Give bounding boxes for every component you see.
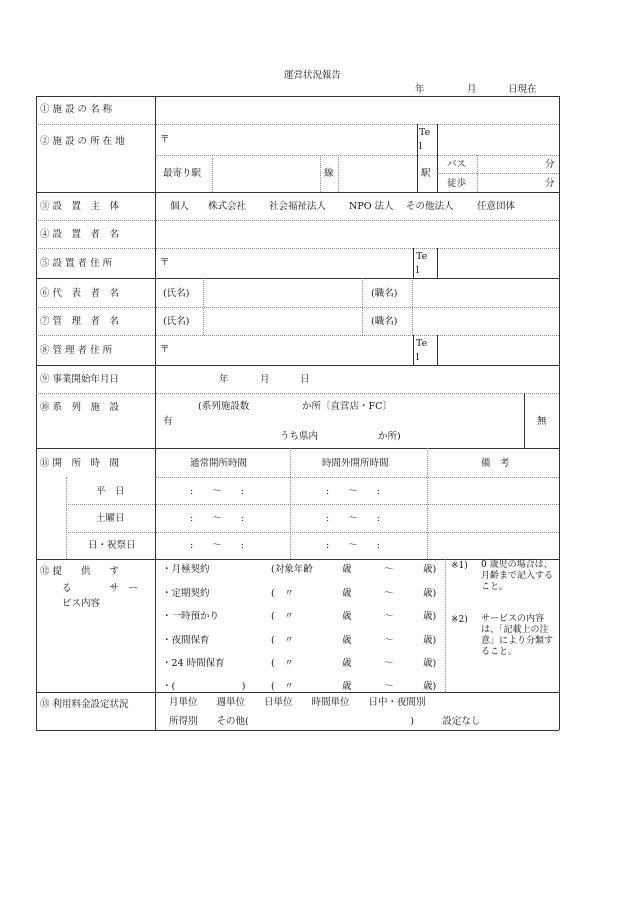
label-opening-hours: ⑪ 開 所 時 間	[40, 458, 120, 469]
day-saturday-label: 土曜日	[96, 513, 125, 524]
day-weekday-label: 平 日	[96, 486, 125, 497]
note1-mark: ※1)	[451, 561, 468, 571]
start-month-label: 月	[260, 374, 270, 385]
option-npo[interactable]: NPO 法人	[349, 201, 394, 212]
saturday-extra-time[interactable]: : 〜 :	[326, 513, 380, 524]
affiliate-count-label: (系列施設数	[198, 401, 250, 412]
facility-postal-mark: 〒	[160, 134, 170, 145]
service-age-open: ( 〃	[271, 588, 294, 599]
label-facility-name: ① 施 設 の 名 称	[40, 104, 113, 115]
label-representative: ⑥ 代 表 者 名	[40, 288, 120, 299]
label-services-2: る サ ー	[62, 583, 139, 594]
weekday-normal-time[interactable]: : 〜 :	[190, 486, 244, 497]
service-age1: 歳	[342, 681, 352, 692]
service-tilde: 〜	[384, 564, 394, 575]
affiliate-pref-label: うち県内	[280, 431, 319, 442]
option-other-corp[interactable]: その他法人	[406, 201, 454, 212]
option-social-welfare[interactable]: 社会福祉法人	[269, 201, 327, 212]
service-name: ・定期契約	[162, 588, 210, 599]
representative-name-label: (氏名)	[163, 288, 190, 299]
service-age2: 歳)	[423, 588, 437, 599]
affiliate-no-option[interactable]: 無	[537, 416, 547, 427]
label-start-date: ⑨ 事業開始年月日	[40, 374, 120, 385]
saturday-normal-time[interactable]: : 〜 :	[190, 513, 244, 524]
manager-tel-field[interactable]	[439, 337, 557, 363]
affiliate-units2-label: か所)	[378, 431, 401, 442]
establisher-tel-label: Te	[416, 251, 428, 262]
manager-tel-label: Te	[416, 338, 428, 349]
service-tilde: 〜	[384, 588, 394, 599]
establisher-postal-mark: 〒	[160, 257, 170, 268]
note2-mark: ※2)	[451, 615, 468, 625]
option-individual[interactable]: 個人	[170, 201, 190, 212]
representative-title-label: (職名)	[371, 288, 398, 299]
service-tilde: 〜	[384, 635, 394, 646]
service-age-open: ( 〃	[271, 635, 294, 646]
facility-address-field[interactable]	[172, 127, 412, 153]
service-age1: 歳	[342, 588, 352, 599]
service-name: ・( )	[162, 681, 246, 692]
start-day-label: 日	[300, 374, 310, 385]
fee-options-line1[interactable]: 月単位 週単位 日単位 時間単位 日中・夜間別	[169, 697, 426, 708]
service-tilde: 〜	[384, 611, 394, 622]
station-field[interactable]	[340, 157, 416, 191]
affiliate-units-label: か所〔直営店・FC〕	[302, 401, 392, 412]
line-label: 線	[324, 168, 334, 179]
service-name: ・夜間保育	[162, 635, 210, 646]
nearest-station-label: 最寄り駅	[163, 168, 202, 179]
header-normal-hours: 通常開所時間	[190, 458, 248, 469]
service-age2: 歳)	[423, 564, 437, 575]
date-day-now: 日現在	[508, 84, 537, 95]
label-manager-address: ⑧ 管 理 者 住 所	[40, 345, 113, 356]
document-title: 運営状況報告	[284, 70, 342, 81]
establisher-tel-label-l: l	[416, 265, 420, 276]
date-year: 年	[415, 84, 425, 95]
service-age-open: ( 〃	[271, 658, 294, 669]
service-age-open: ( 〃	[271, 611, 294, 622]
note1-text: 0 歳児の場合は、月齢まで記入すること。	[481, 560, 554, 592]
label-services-1: ⑫ 提 供 す	[40, 566, 120, 577]
manager-address-field[interactable]	[172, 337, 410, 363]
manager-tel-label-l: l	[416, 352, 420, 363]
weekday-extra-time[interactable]: : 〜 :	[326, 486, 380, 497]
label-facility-address: ② 施 設 の 所 在 地	[40, 136, 125, 147]
service-name: ・24 時間保育	[162, 658, 225, 669]
start-year-label: 年	[219, 374, 229, 385]
station-label: 駅	[421, 168, 431, 179]
fee-options-line2[interactable]: 所得別 その他( ) 設定なし	[169, 716, 481, 727]
affiliate-yes-option[interactable]: 有	[163, 416, 173, 427]
facility-tel-label: Te	[419, 127, 431, 138]
option-corporation[interactable]: 株式会社	[208, 201, 247, 212]
label-fee-setting: ⑬ 利用料金設定状況	[40, 699, 129, 710]
header-remarks: 備 考	[481, 458, 510, 469]
walk-minutes-label: 分	[545, 178, 555, 189]
service-age2: 歳)	[423, 681, 437, 692]
option-voluntary[interactable]: 任意団体	[477, 201, 516, 212]
manager-name-label: (氏名)	[163, 316, 190, 327]
service-age1: 歳	[342, 635, 352, 646]
service-age2: 歳)	[423, 658, 437, 669]
service-age-open: (対象年齢	[271, 564, 313, 575]
walk-label: 徒歩	[447, 178, 467, 189]
railway-line-field[interactable]	[214, 157, 318, 191]
manager-title-label: (職名)	[371, 316, 398, 327]
date-month: 月	[467, 84, 477, 95]
representative-title-field[interactable]	[414, 281, 557, 305]
service-tilde: 〜	[384, 681, 394, 692]
manager-title-field[interactable]	[414, 309, 557, 333]
service-name: ・一時預かり	[162, 611, 220, 622]
label-services-3: ビス内容	[62, 598, 101, 609]
bus-label: バス	[447, 159, 467, 170]
label-affiliates: ⑩ 系 列 施 設	[40, 402, 120, 413]
bus-minutes-field[interactable]	[479, 157, 541, 172]
manager-name-field[interactable]	[205, 309, 360, 333]
service-age-open: ( 〃	[271, 681, 294, 692]
facility-tel-field[interactable]	[439, 126, 557, 154]
label-establisher-name: ④ 設 置 者 名	[40, 229, 120, 240]
facility-name-field[interactable]	[157, 98, 557, 122]
label-manager: ⑦ 管 理 者 名	[40, 316, 120, 327]
service-age1: 歳	[342, 564, 352, 575]
manager-postal-mark: 〒	[160, 344, 170, 355]
bus-minutes-label: 分	[545, 159, 555, 170]
label-establishing-entity: ③ 設 置 主 体	[40, 201, 120, 212]
service-tilde: 〜	[384, 658, 394, 669]
service-age2: 歳)	[423, 611, 437, 622]
service-age1: 歳	[342, 658, 352, 669]
label-establisher-address: ⑤ 設 置 者 住 所	[40, 258, 113, 269]
service-name: ・月極契約	[162, 564, 210, 575]
service-age2: 歳)	[423, 635, 437, 646]
holiday-extra-time[interactable]: : 〜 :	[326, 540, 380, 551]
holiday-normal-time[interactable]: : 〜 :	[190, 540, 244, 551]
walk-minutes-field[interactable]	[479, 175, 541, 191]
facility-tel-label-l: l	[419, 141, 423, 152]
service-age1: 歳	[342, 611, 352, 622]
establisher-name-field[interactable]	[157, 222, 557, 246]
day-holiday-label: 日・祝祭日	[88, 540, 136, 551]
note2-text: サービスの内容は、「記載上の注意」により分類すること。	[481, 614, 554, 657]
representative-name-field[interactable]	[205, 281, 360, 305]
header-extra-hours: 時間外開所時間	[322, 458, 389, 469]
establisher-address-field[interactable]	[172, 250, 410, 276]
establisher-tel-field[interactable]	[439, 250, 557, 276]
